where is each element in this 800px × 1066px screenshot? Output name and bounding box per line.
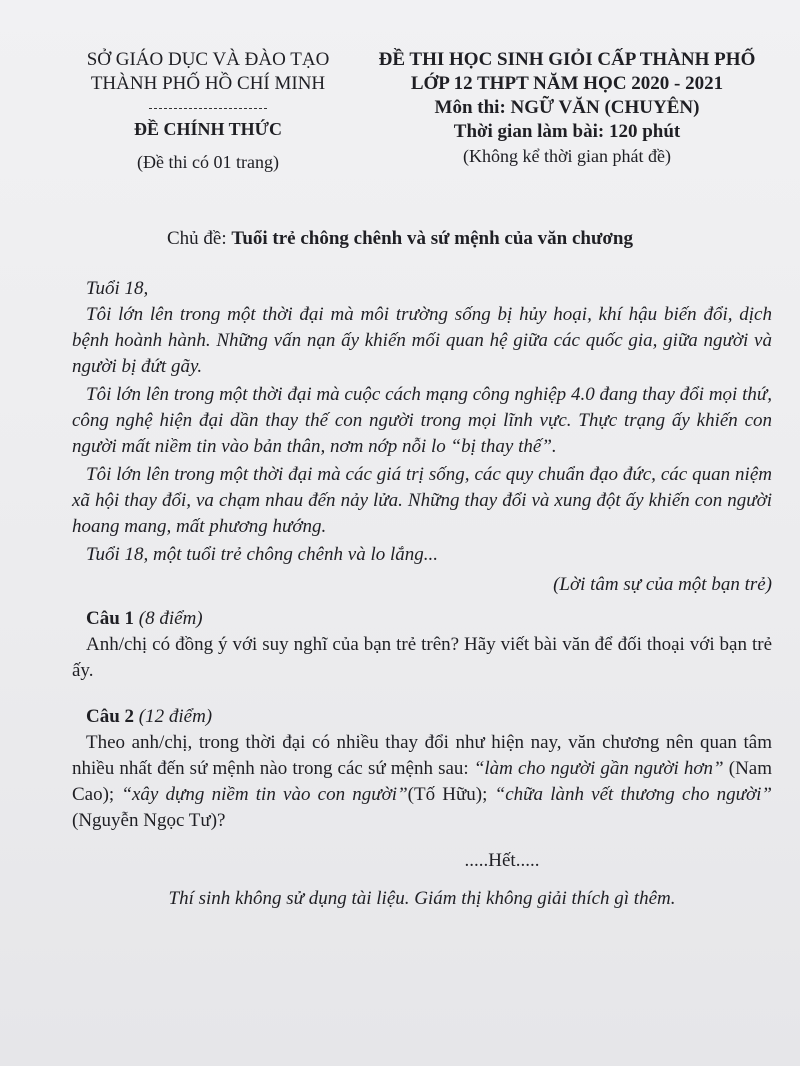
passage-source: (Lời tâm sự của một bạn trẻ) (553, 574, 772, 595)
dashed-divider (149, 108, 267, 109)
question-2-intro: Theo anh/chị, trong thời đại có nhiều thay đổi như hiện nay, văn chương nên quan tâm nhiều nhất đến sứ mệnh nào trong các sứ mệnh sau: (72, 732, 772, 779)
topic-value: Tuổi trẻ chông chênh và sứ mệnh của văn chương (231, 228, 633, 249)
quote-nam-cao: “làm cho người gần người hơn” (473, 758, 724, 779)
exam-time (372, 120, 762, 144)
author-nam-cao: (Nam Cao); (72, 758, 773, 805)
time-label: Thời gian làm bài: (453, 121, 605, 142)
city-name: THÀNH PHỐ HỒ CHÍ MINH (90, 73, 326, 94)
passage-closing: Tuổi 18, một tuổi trẻ chông chênh và lo lắng... (86, 544, 439, 565)
quote-to-huu: “xây dựng niềm tin vào con người” (121, 784, 408, 805)
time-value: 120 phút (608, 121, 681, 142)
question-2-title (72, 704, 772, 730)
subject-label: Môn thi: (434, 97, 506, 118)
exam-body (72, 276, 772, 912)
subject-value: NGỮ VĂN (CHUYÊN) (510, 97, 700, 118)
passage-paragraph-3: Tôi lớn lên trong một thời đại mà các giá trị sống, các quy chuẩn đạo đức, các quan niệm xã hội thay đổi, va chạm nhau đến nảy lửa. Những thay đổi và xung đột ấy khiến con người hoang mang, mất phương hướng. (72, 464, 772, 537)
header-right (372, 48, 762, 168)
question-1-points: (8 điểm) (138, 608, 203, 629)
question-2-label: Câu 2 (86, 706, 135, 727)
header-left (58, 48, 358, 173)
quote-nguyen-ngoc-tu: “chữa lành vết thương cho người” (494, 784, 772, 805)
official-label: ĐỀ CHÍNH THỨC (133, 119, 283, 139)
question-1-text: Anh/chị có đồng ý với suy nghĩ của bạn trẻ trên? Hãy viết bài văn để đối thoại với bạn trẻ ấy. (72, 634, 772, 681)
end-mark: .....Hết..... (464, 850, 540, 871)
department-name: SỞ GIÁO DỤC VÀ ĐÀO TẠO (86, 49, 330, 70)
exam-grade-year: LỚP 12 THPT NĂM HỌC 2020 - 2021 (410, 73, 724, 94)
question-2-text (72, 730, 772, 834)
question-1-label: Câu 1 (86, 608, 135, 629)
footer-note: Thí sinh không sử dụng tài liệu. Giám thị không giải thích gì thêm. (168, 888, 676, 909)
author-nguyen-ngoc-tu: (Nguyễn Ngọc Tư)? (72, 810, 226, 831)
author-to-huu: (Tố Hữu); (407, 784, 495, 805)
question-2-points: (12 điểm) (138, 706, 213, 727)
passage-paragraph-2: Tôi lớn lên trong một thời đại mà cuộc cách mạng công nghiệp 4.0 đang thay đổi mọi thứ, công nghệ hiện đại dần thay thế con người trong mọi lĩnh vực. Thực trạng ấy khiến con người mất niềm tin vào bản thân, nơm nớp nỗi lo “bị thay thế”. (72, 384, 772, 457)
pages-note: (Đề thi có 01 trang) (137, 152, 279, 172)
topic-label: Chủ đề: (167, 228, 227, 249)
exam-subject (372, 96, 762, 120)
time-note: (Không kể thời gian phát đề) (463, 146, 671, 166)
topic-line (0, 228, 800, 250)
passage-paragraph-1: Tôi lớn lên trong một thời đại mà môi trường sống bị hủy hoại, khí hậu biến đổi, dịch bệnh hoành hành. Những vấn nạn ấy khiến mối quan hệ giữa các quốc gia, giữa người và người bị đứt gãy. (72, 304, 772, 377)
passage-opening: Tuổi 18, (86, 278, 149, 299)
exam-title: ĐỀ THI HỌC SINH GIỎI CẤP THÀNH PHỐ (378, 49, 756, 70)
question-1-title (72, 606, 772, 632)
